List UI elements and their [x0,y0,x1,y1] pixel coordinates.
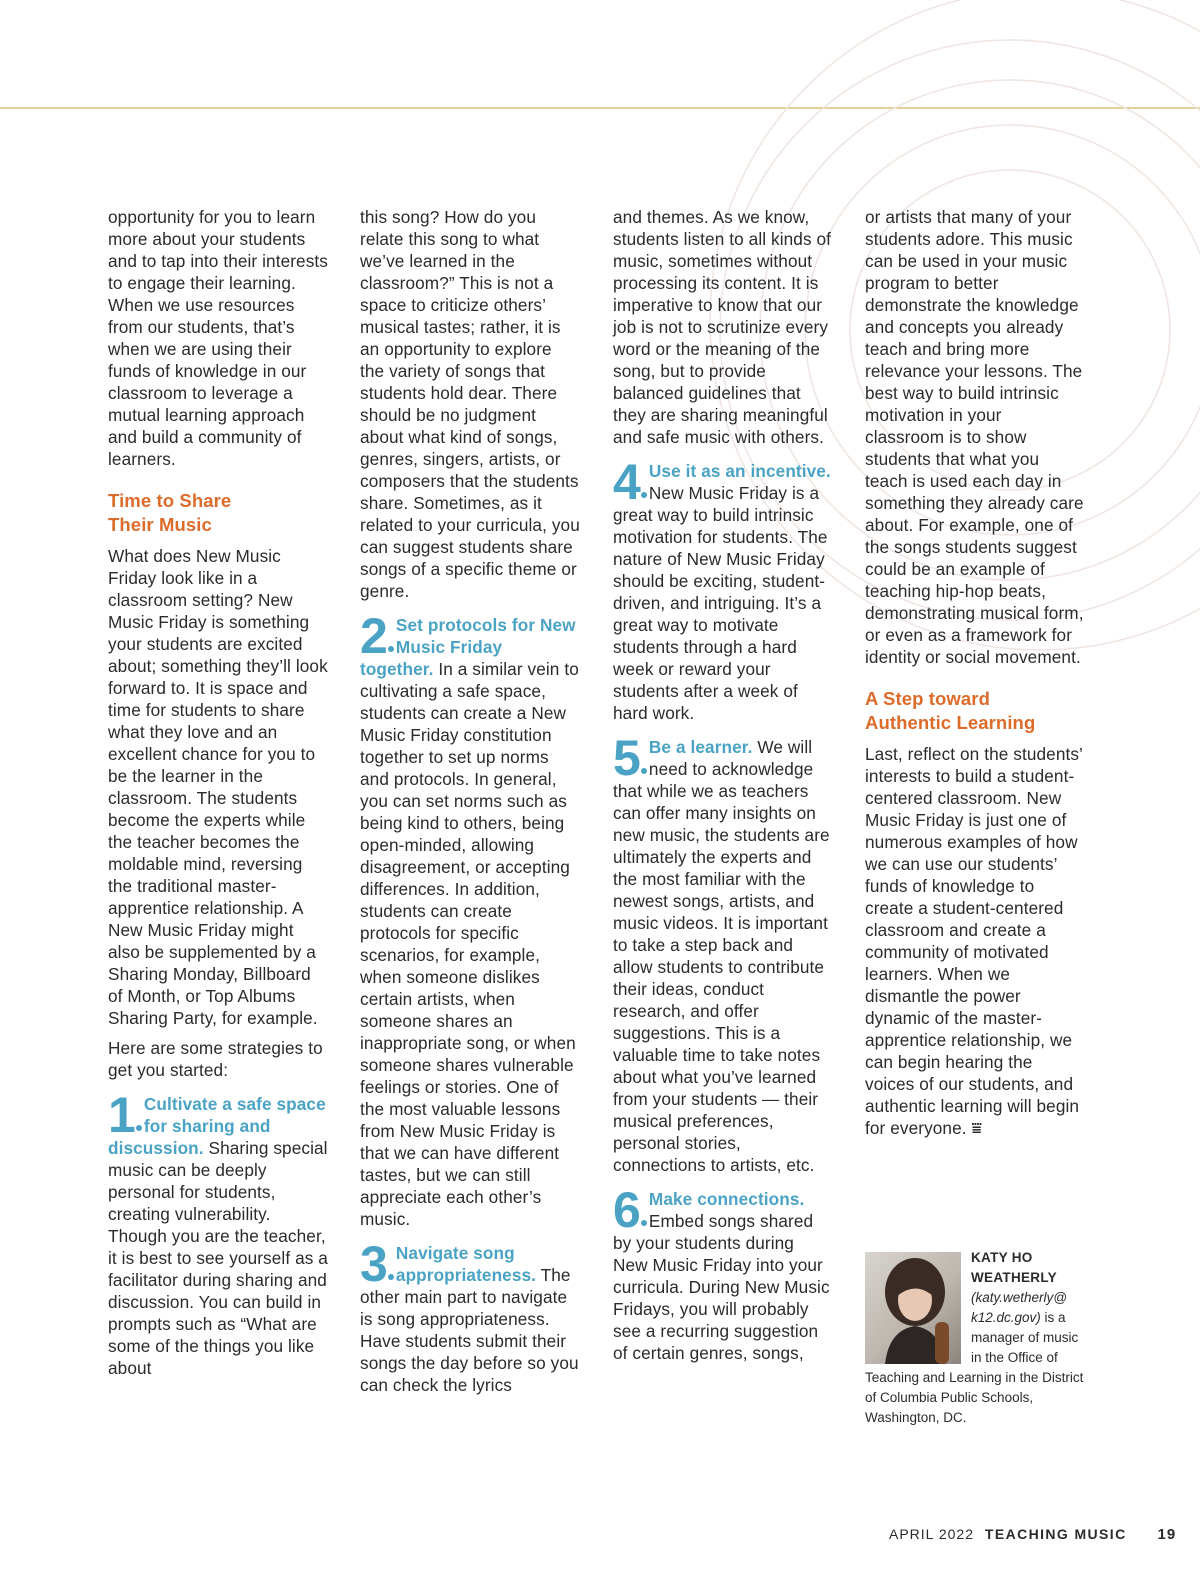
closing-text: Last, reflect on the students’ interests to build a student-centered classroom. New Music Friday is just one of numerous examples of how we can use our students’ funds of knowledge to create a student-centered classroom and create a community of motivated learners. When we dismantle the power dynamic of the master-apprentice relationship, we can begin hearing the voices of our students, and authentic learning will begin for everyone. [865,744,1083,1138]
strategy-number: 6 [613,1182,641,1238]
strategy-lead: Cultivate a safe space for sharing and discussion. [108,1094,326,1158]
strategy-2 [360,608,580,1230]
column2-intro: this song? How do you relate this song to what we’ve learned in the classroom?” This is not a space to criticize others’ musical tastes; rather, it is an opportunity to explore the variety of songs that students hold dear. There should be no judgment about what kind of songs, genres, singers, artists, or composers that the students share. Sometimes, as it related to your curricula, you can suggest students share songs of a specific theme or genre. [360,207,580,601]
column1-intro: opportunity for you to learn more about your students and to tap into their interests to engage their learning. When we use resources from our students, that’s when we are using their funds of knowledge in our classroom to leverage a mutual learning approach and build a community of learners. [108,207,328,469]
end-mark-icon: ⩸ [971,1118,983,1138]
strategy-lead: Be a learner. [648,737,753,757]
column-3 [613,206,833,1364]
strategy-text: In a similar vein to cultivating a safe space, students can create a New Music Friday constitution together to set up norms and protocols. In general, you can set norms such as being kind to others, being open-minded, allowing disagreement, or accepting differences. In addition, students can create protocols for specific scenarios, for example, when someone dislikes certain artists, when someone shares an inappropriate song, or when someone shares vulnerable feelings or stories. One of the most valuable lessons from New Music Friday is that we can have different tastes, but we can still appreciate each other’s music. [360,659,579,1229]
strategy-lead: Set protocols for New Music Friday together. [360,615,576,679]
heading-time-to-share [108,489,328,537]
column-1 [108,206,328,1379]
strategy-number: 2 [360,608,388,664]
heading-authentic-learning [865,687,1085,735]
strategy-lead: Use it as an incentive. [648,461,831,481]
issue-date: APRIL 2022 [889,1526,974,1542]
strategy-text: We will need to acknowledge that while we as teachers can offer many insights on new music, the students are ultimately the experts and the most familiar with the newest songs, artists, and music videos. It is important to take a step back and allow students to contribute their ideas, conduct research, and offer suggestions. This is a valuable time to take notes about what you’ve learned from your students — their musical preferences, personal stories, connections to artists, etc. [613,737,830,1175]
page-number: 19 [1157,1526,1177,1543]
heading-line: Time to Share [108,490,232,511]
strategy-text: Embed songs shared by your students during New Music Friday into your curricula. During New Music Fridays, you will probably see a recurring suggestion of certain genres, songs, [613,1211,830,1363]
author-name-line: KATY HO [971,1250,1033,1265]
strategy-5 [613,730,833,1176]
magazine-title: TEACHING MUSIC [984,1526,1127,1542]
strategy-lead: Navigate song appropriateness. [395,1243,537,1285]
strategy-number: 1 [108,1087,136,1143]
heading-line: A Step toward [865,688,990,709]
heading-line: Authentic Learning [865,712,1036,733]
strategy-6 [613,1182,833,1364]
top-rule [0,107,1200,109]
column-4 [865,206,1085,1139]
column-2 [360,206,580,1396]
strategy-text: The other main part to navigate is song appropriateness. Have students submit their songs the day before so you can check the lyrics [360,1265,579,1395]
strategy-1 [108,1087,328,1379]
author-email: (katy.wetherly@ k12.dc.gov) [971,1290,1067,1325]
strategy-number: 3 [360,1236,388,1292]
column4-intro: or artists that many of your students adore. This music can be used in your music program to better demonstrate the knowledge and concepts you already teach and bring more relevance your lessons. The best way to build intrinsic motivation in your classroom is to show students that what you teach is used each day in something they already care about. For example, one of the songs students suggest could be an example of teaching hip-hop beats, demonstrating musical form, or even as a framework for identity or social movement. [865,207,1084,667]
author-bio-text: is a manager of music in the Office of Teaching and Learning in the District of Columbia Public Schools, Washington, DC. [865,1310,1084,1425]
strategy-number: 5 [613,730,641,786]
strategy-lead: Make connections. [648,1189,805,1209]
strategy-text: Sharing special music can be deeply personal for students, creating vulnerability. Though you are the teacher, it is best to see yourself as a facilitator during sharing and discussion. You can build in prompts such as “What are some of the things you like about [108,1138,328,1378]
author-photo [865,1252,961,1364]
strategy-3 [360,1236,580,1396]
column4-closing [865,743,1085,1139]
heading-line: Their Music [108,514,212,535]
strategy-number: 4 [613,454,641,510]
column3-intro: and themes. As we know, students listen to all kinds of music, sometimes without processing its content. It is imperative to know that our job is not to scrutinize every word or the meaning of the song, but to provide balanced guidelines that they are sharing meaningful and safe music with others. [613,207,832,447]
column1-paragraph: What does New Music Friday look like in a classroom setting? New Music Friday is something your students are excited about; something they’ll look forward to. It is space and time for students to share what they love and an excellent chance for you to be the learner in the classroom. The students become the experts while the teacher becomes the moldable mind, reversing the traditional master-apprentice relationship. A New Music Friday might also be supplemented by a Sharing Monday, Billboard of Month, or Top Albums Sharing Party, for example. [108,546,328,1028]
strategy-4 [613,454,833,724]
author-name-line: WEATHERLY [971,1270,1057,1285]
strategy-text: New Music Friday is a great way to build intrinsic motivation for students. The nature of New Music Friday should be exciting, student-driven, and intriguing. It’s a great way to motivate students through a hard week or reward your students after a week of hard work. [613,483,828,723]
author-bio [865,1248,1090,1428]
column1-paragraph: Here are some strategies to get you started: [108,1038,323,1080]
page-footer [889,1526,1176,1543]
